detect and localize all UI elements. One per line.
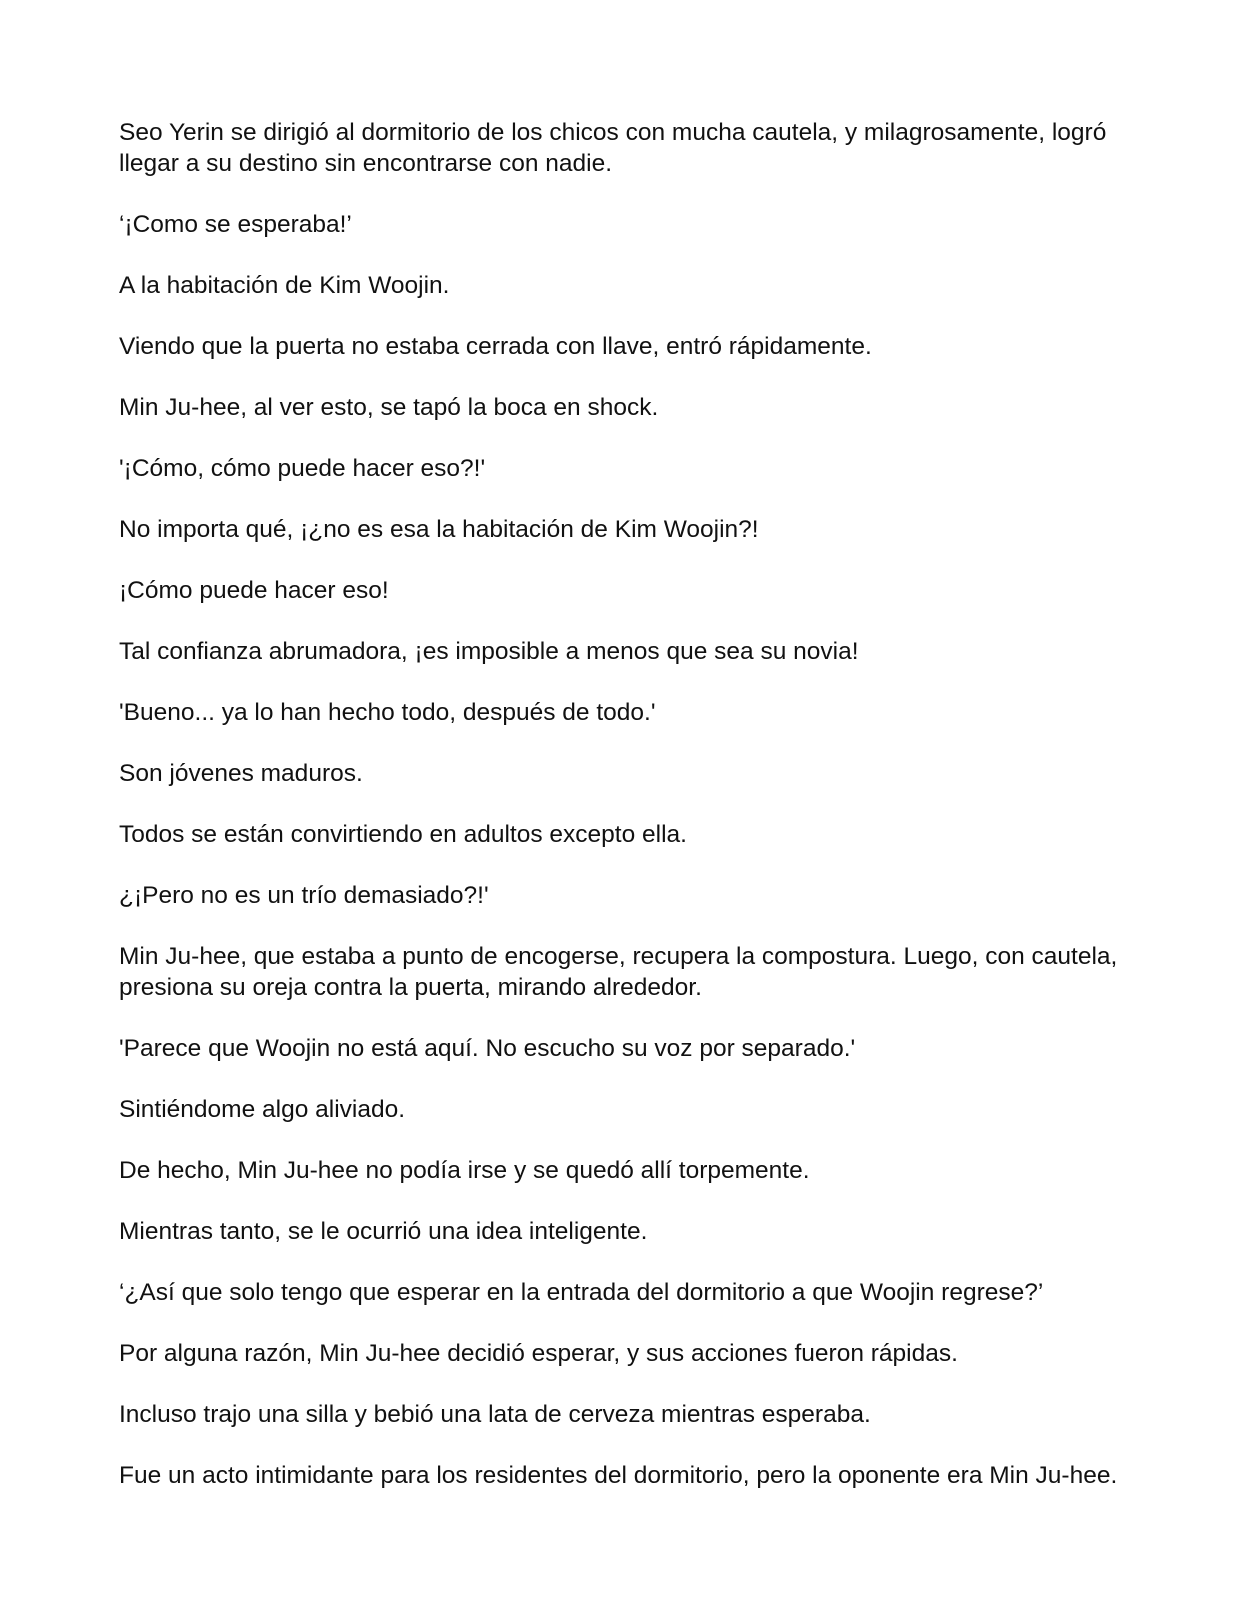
paragraph: Mientras tanto, se le ocurrió una idea inteligente. <box>119 1218 648 1245</box>
paragraph: 'Parece que Woojin no está aquí. No escucho su voz por separado.' <box>119 1035 856 1062</box>
paragraph: Todos se están convirtiendo en adultos excepto ella. <box>119 821 687 848</box>
paragraph: A la habitación de Kim Woojin. <box>119 272 450 299</box>
paragraph: 'Bueno... ya lo han hecho todo, después de todo.' <box>119 699 656 726</box>
paragraph: ¿¡Pero no es un trío demasiado?!' <box>119 882 489 909</box>
paragraph: Min Ju-hee, al ver esto, se tapó la boca en shock. <box>119 394 659 421</box>
paragraph: ‘¿Así que solo tengo que esperar en la entrada del dormitorio a que Woojin regrese?’ <box>119 1279 1044 1306</box>
paragraph: ‘¡Como se esperaba!’ <box>119 211 352 238</box>
paragraph: Sintiéndome algo aliviado. <box>119 1096 406 1123</box>
document-body <box>119 117 1129 1521</box>
paragraph: Tal confianza abrumadora, ¡es imposible a menos que sea su novia! <box>119 638 859 665</box>
paragraph: Seo Yerin se dirigió al dormitorio de los chicos con mucha cautela, y milagrosamente, logró llegar a su destino sin encontrarse con nadie. <box>119 119 1107 177</box>
paragraph: Son jóvenes maduros. <box>119 760 363 787</box>
paragraph: Viendo que la puerta no estaba cerrada con llave, entró rápidamente. <box>119 333 872 360</box>
paragraph: Incluso trajo una silla y bebió una lata de cerveza mientras esperaba. <box>119 1401 871 1428</box>
paragraph: Min Ju-hee, que estaba a punto de encogerse, recupera la compostura. Luego, con cautela, presiona su oreja contra la puerta, mirando alrededor. <box>119 943 1118 1001</box>
paragraph: ¡Cómo puede hacer eso! <box>119 577 389 604</box>
paragraph: '¡Cómo, cómo puede hacer eso?!' <box>119 455 486 482</box>
paragraph: Por alguna razón, Min Ju-hee decidió esperar, y sus acciones fueron rápidas. <box>119 1340 958 1367</box>
paragraph: De hecho, Min Ju-hee no podía irse y se quedó allí torpemente. <box>119 1157 810 1184</box>
paragraph: Fue un acto intimidante para los residentes del dormitorio, pero la oponente era Min Ju-hee. <box>119 1462 1118 1489</box>
paragraph: No importa qué, ¡¿no es esa la habitación de Kim Woojin?! <box>119 516 759 543</box>
